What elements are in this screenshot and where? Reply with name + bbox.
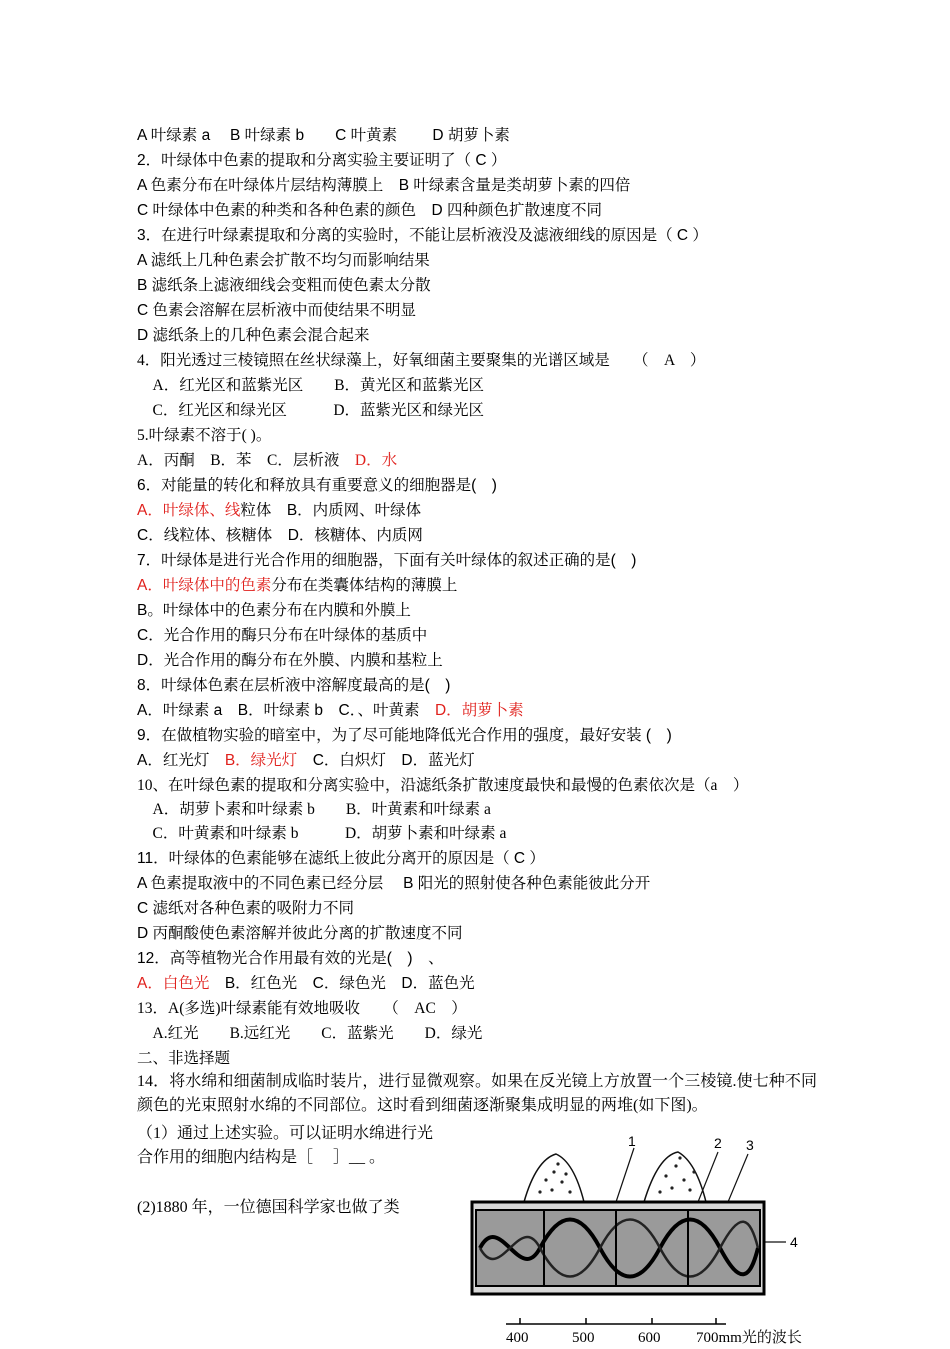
q11-options-ab: A 色素提取液中的不同色素已经分层 B 阳光的照射使各种色素能彼此分开	[137, 875, 651, 892]
q12-options-rest: B．红色光 C．绿色光 D．蓝色光	[209, 975, 475, 992]
figure-label-2: 2	[714, 1135, 722, 1151]
q9-options	[137, 751, 475, 771]
q2-stem: 2．叶绿体中色素的提取和分离实验主要证明了（ C ）	[137, 152, 507, 169]
q7-option-b: B。叶绿体中的色素分布在内膜和外膜上	[137, 602, 411, 619]
q9-options-cd: C．白炽灯 D．蓝光灯	[297, 752, 475, 769]
q8-options	[137, 701, 524, 721]
q6-answer: A．叶绿体、线	[137, 502, 241, 519]
q9-answer: B．绿光灯	[224, 752, 298, 769]
q10-options-cd: C．叶黄素和叶绿素 b D．胡萝卜素和叶绿素 a	[137, 825, 507, 842]
q6-stem: 6．对能量的转化和释放具有重要意义的细胞器是( )	[137, 477, 497, 494]
q4-options-ab: A．红光区和蓝紫光区 B．黄光区和蓝紫光区	[137, 377, 485, 394]
q10-stem: 10、在叶绿色素的提取和分离实验中，沿滤纸条扩散速度最快和最慢的色素依次是（a ）	[137, 777, 749, 794]
q3-option-c: C 色素会溶解在层析液中而使结果不明显	[137, 302, 417, 319]
q5-answer: D．水	[354, 452, 398, 469]
q14-part2: (2)1880 年，一位德国科学家也做了类	[137, 1199, 400, 1216]
figure-label-1: 1	[628, 1133, 636, 1149]
q8-answer: D．胡萝卜素	[434, 702, 524, 719]
q14-part1: （1）通过上述实验。可以证明水绵进行光合作用的细胞内结构是［ ］__ 。	[137, 1125, 434, 1166]
q12-stem: 12．高等植物光合作用最有效的光是( ) 、	[137, 950, 444, 967]
q8-options-text: A．叶绿素 a B．叶绿素 b C．、叶黄素	[137, 702, 435, 719]
q11-option-d: D 丙酮酸使色素溶解并彼此分离的扩散速度不同	[137, 925, 463, 942]
q4-options-cd: C．红光区和绿光区 D．蓝紫光区和绿光区	[137, 402, 485, 419]
q6-options-cd: C．线粒体、核糖体 D．核糖体、内质网	[137, 527, 423, 544]
q7-answer: A．叶绿体中的色素	[137, 577, 272, 594]
q9-stem: 9．在做植物实验的暗室中，为了尽可能地降低光合作用的强度，最好安装 ( )	[137, 727, 672, 744]
q6-options-ab	[137, 501, 421, 521]
q10-options-ab: A．胡萝卜素和叶绿素 b B．叶黄素和叶绿素 a	[137, 801, 491, 818]
q5-options	[137, 451, 397, 471]
axis-tick-600: 600	[638, 1330, 661, 1344]
q3-option-a: A 滤纸上几种色素会扩散不均匀而影响结果	[137, 252, 430, 269]
q7-option-c: C．光合作用的酶只分布在叶绿体的基质中	[137, 627, 428, 644]
spirogyra-figure	[466, 1130, 826, 1344]
q3-option-b: B 滤纸条上滤液细线会变粗而使色素太分散	[137, 277, 431, 294]
q7-option-a-rest: 分布在类囊体结构的薄膜上	[271, 577, 458, 594]
q9-option-a: A．红光灯	[137, 752, 225, 769]
q2-options-cd: C 叶绿体中色素的种类和各种色素的颜色 D 四种颜色扩散速度不同	[137, 202, 603, 219]
q4-stem: 4．阳光透过三棱镜照在丝状绿藻上，好氧细菌主要聚集的光谱区域是 （ A ）	[137, 352, 706, 369]
axis-tick-400: 400	[506, 1330, 529, 1344]
q7-option-a	[137, 576, 457, 596]
q3-stem: 3．在进行叶绿素提取和分离的实验时，不能让层析液没及滤液细线的原因是（ C ）	[137, 227, 708, 244]
q12-answer: A．白色光	[137, 975, 210, 992]
axis-tick-500: 500	[572, 1330, 595, 1344]
axis-caption: 700mm光的波长	[696, 1330, 802, 1344]
q13-stem: 13．A(多选)叶绿素能有效地吸收 （ AC ）	[137, 1000, 467, 1017]
q6-options-ab-rest: 粒体 B．内质网、叶绿体	[240, 502, 422, 519]
q7-stem: 7．叶绿体是进行光合作用的细胞器，下面有关叶绿体的叙述正确的是( )	[137, 552, 637, 569]
q11-option-c: C 滤纸对各种色素的吸附力不同	[137, 900, 355, 917]
section-heading: 二、非选择题	[137, 1050, 231, 1067]
q8-stem: 8．叶绿体色素在层析液中溶解度最高的是( )	[137, 677, 451, 694]
spirogyra-diagram	[466, 1130, 826, 1344]
q2-options-ab: A 色素分布在叶绿体片层结构薄膜上 B 叶绿素含量是类胡萝卜素的四倍	[137, 177, 631, 194]
q7-option-d: D．光合作用的酶分布在外膜、内膜和基粒上	[137, 652, 443, 669]
bacteria-cluster-right	[644, 1152, 706, 1202]
figure-label-4: 4	[790, 1234, 798, 1250]
q5-stem: 5.叶绿素不溶于( )。	[137, 427, 272, 444]
q1-options: A 叶绿素 a B 叶绿素 b C 叶黄素 D 胡萝卜素	[137, 127, 510, 144]
q14-intro: 14．将水绵和细菌制成临时装片，进行显微观察。如果在反光镜上方放置一个三棱镜.使七种不同颜色的光束照射水绵的不同部位。这时看到细菌逐渐聚集成明显的两堆(如下图)。	[137, 1073, 817, 1114]
q3-option-d: D 滤纸条上的几种色素会混合起来	[137, 327, 370, 344]
q11-stem: 11．叶绿体的色素能够在滤纸上彼此分离开的原因是（ C ）	[137, 850, 545, 867]
figure-label-3: 3	[746, 1137, 754, 1153]
q12-options	[137, 974, 475, 994]
q5-options-text: A．丙酮 B．苯 C．层析液	[137, 452, 355, 469]
bacteria-cluster-left	[524, 1154, 584, 1202]
q13-options: A.红光 B.远红光 C．蓝紫光 D．绿光	[137, 1025, 483, 1042]
